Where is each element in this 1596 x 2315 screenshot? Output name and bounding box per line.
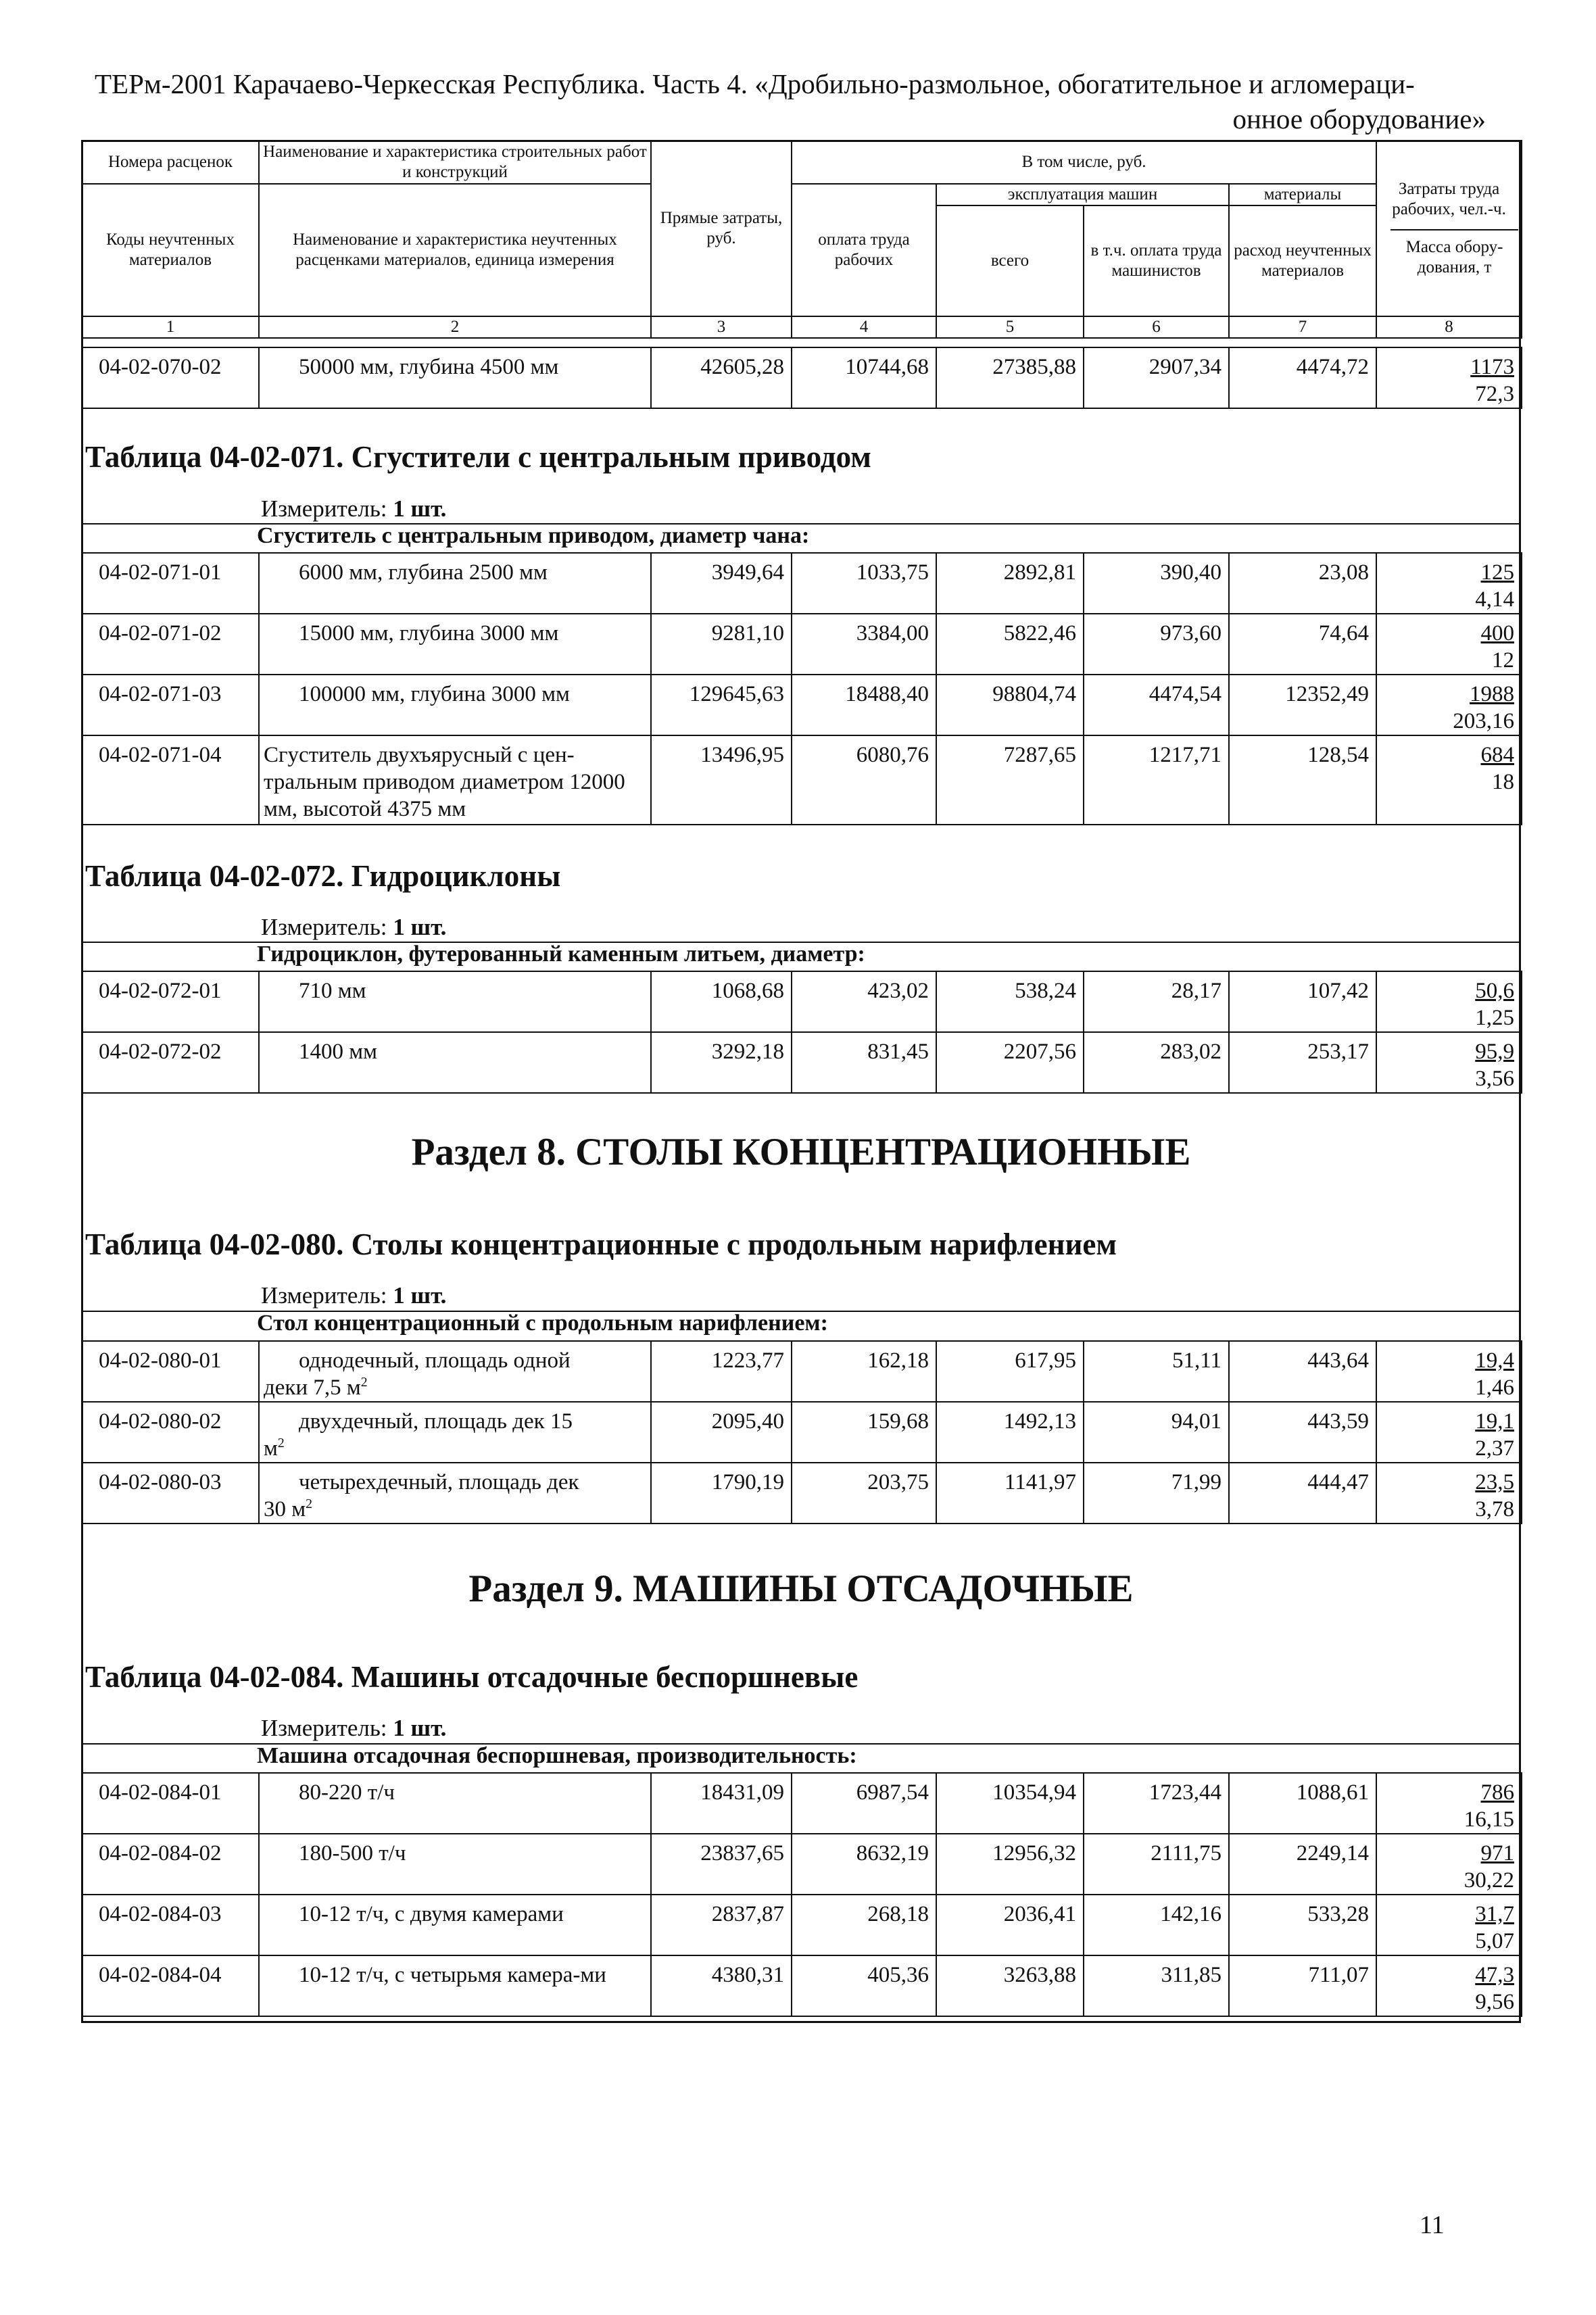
page-title-line-1: ТЕРм-2001 Карачаево-Черкесская Республика. Часть 4. «Дробильно-размольное, обогатительное и агломераци- [95, 68, 1415, 99]
measure-label: Измеритель: [261, 495, 387, 522]
measure-value: 1 шт. [393, 914, 447, 940]
rate-name-text: деки 7,5 м [264, 1375, 361, 1400]
measure-value: 1 шт. [393, 1282, 447, 1309]
labor-hours-mass [1376, 1402, 1522, 1463]
materials-cost: 1088,61 [1229, 1773, 1376, 1834]
equipment-mass: 203,16 [1453, 709, 1514, 733]
machinist-cost: 973,60 [1084, 614, 1229, 675]
machine-cost: 27385,88 [936, 347, 1084, 408]
direct-cost: 3292,18 [651, 1032, 792, 1093]
rate-name-line-1: четырехдечный, площадь дек [299, 1470, 579, 1494]
header-num-8: 8 [1376, 316, 1522, 338]
rate-code: 04-02-070-02 [82, 347, 259, 408]
direct-cost: 4380,31 [651, 1955, 792, 2016]
section-9-title: Раздел 9. МАШИНЫ ОТСАДОЧНЫЕ [468, 1567, 1134, 1610]
rate-name-line-2 [264, 1435, 646, 1462]
header-col4: оплата труда рабочих [792, 184, 936, 316]
rate-code: 04-02-071-04 [82, 735, 259, 825]
labor-hours: 23,5 [1475, 1470, 1514, 1494]
machinist-cost: 2907,34 [1084, 347, 1229, 408]
rate-code: 04-02-071-01 [82, 553, 259, 614]
machine-cost: 2207,56 [936, 1032, 1084, 1093]
labor-cost: 6987,54 [792, 1773, 936, 1834]
labor-hours-mass [1376, 553, 1522, 614]
labor-cost: 18488,40 [792, 675, 936, 735]
machinist-cost: 28,17 [1084, 971, 1229, 1032]
direct-cost: 13496,95 [651, 735, 792, 825]
rate-name: Сгуститель двухъярусный с цен-тральным приводом диаметром 12000 мм, высотой 4375 мм [259, 735, 651, 825]
rate-name: 10-12 т/ч, с четырьмя камера-ми [259, 1955, 651, 2016]
materials-cost: 533,28 [1229, 1895, 1376, 1955]
table-080 [81, 1340, 1522, 1524]
equipment-mass: 9,56 [1475, 1990, 1514, 2014]
labor-hours: 400 [1480, 621, 1514, 645]
rate-code: 04-02-071-03 [82, 675, 259, 735]
materials-cost: 253,17 [1229, 1032, 1376, 1093]
labor-hours-mass [1376, 1341, 1522, 1402]
table-row [82, 1402, 1522, 1463]
equipment-mass: 12 [1492, 648, 1514, 673]
table-071-measure [261, 495, 446, 522]
table-070 [81, 347, 1522, 409]
header-col8 [1376, 141, 1522, 316]
rate-code: 04-02-072-01 [82, 971, 259, 1032]
machinist-cost: 1723,44 [1084, 1773, 1229, 1834]
materials-cost: 443,59 [1229, 1402, 1376, 1463]
page-number: 11 [1420, 2211, 1445, 2239]
table-071 [81, 552, 1522, 825]
equipment-mass: 18 [1492, 770, 1514, 794]
rate-name: 15000 мм, глубина 3000 мм [259, 614, 651, 675]
labor-hours: 1173 [1470, 355, 1514, 379]
materials-cost: 128,54 [1229, 735, 1376, 825]
header-num-2: 2 [259, 316, 651, 338]
materials-cost: 107,42 [1229, 971, 1376, 1032]
equipment-mass: 1,46 [1475, 1375, 1514, 1400]
machinist-cost: 283,02 [1084, 1032, 1229, 1093]
table-row [82, 1032, 1522, 1093]
measure-value: 1 шт. [393, 1715, 447, 1741]
labor-hours-mass [1376, 614, 1522, 675]
direct-cost: 3949,64 [651, 553, 792, 614]
rate-name: 180-500 т/ч [259, 1834, 651, 1895]
labor-hours-mass [1376, 1463, 1522, 1524]
table-071-caption: Таблица 04-02-071. Сгустители с центральным приводом [85, 440, 871, 474]
rate-code: 04-02-084-01 [82, 1773, 259, 1834]
header-materials: материалы [1229, 184, 1376, 205]
rate-name [259, 1463, 651, 1524]
equipment-mass: 4,14 [1475, 587, 1514, 612]
header-col6: в т.ч. оплата труда машинистов [1084, 205, 1229, 316]
table-row [82, 553, 1522, 614]
page-title-line-2: онное оборудование» [1232, 103, 1486, 135]
machinist-cost: 94,01 [1084, 1402, 1229, 1463]
labor-hours: 19,4 [1475, 1348, 1514, 1373]
direct-cost: 18431,09 [651, 1773, 792, 1834]
materials-cost: 12352,49 [1229, 675, 1376, 735]
header-col8-top: Затраты труда рабочих, чел.-ч. [1392, 180, 1506, 218]
header-num-5: 5 [936, 316, 1084, 338]
labor-cost: 1033,75 [792, 553, 936, 614]
rate-name-line-2 [264, 1496, 646, 1523]
rate-name: 10-12 т/ч, с двумя камерами [259, 1895, 651, 1955]
equipment-mass: 16,15 [1464, 1807, 1514, 1832]
measure-label: Измеритель: [261, 1715, 387, 1741]
rate-name: 80-220 т/ч [259, 1773, 651, 1834]
rate-name: 50000 мм, глубина 4500 мм [259, 347, 651, 408]
table-row [82, 1463, 1522, 1524]
machine-cost: 7287,65 [936, 735, 1084, 825]
rate-code: 04-02-080-01 [82, 1341, 259, 1402]
table-080-group: Стол концентрационный с продольным нарифлением: [257, 1311, 828, 1336]
table-072-group: Гидроциклон, футерованный каменным литьем, диаметр: [257, 942, 865, 967]
table-084-measure [261, 1715, 446, 1742]
machine-cost: 2892,81 [936, 553, 1084, 614]
rate-name-text: м [264, 1436, 278, 1461]
labor-hours: 125 [1480, 560, 1514, 585]
labor-cost: 10744,68 [792, 347, 936, 408]
table-084 [81, 1772, 1522, 2017]
labor-hours: 47,3 [1475, 1963, 1514, 1987]
labor-hours-mass [1376, 1773, 1522, 1834]
direct-cost: 1790,19 [651, 1463, 792, 1524]
labor-cost: 6080,76 [792, 735, 936, 825]
rate-code: 04-02-071-02 [82, 614, 259, 675]
labor-hours: 786 [1480, 1780, 1514, 1805]
machine-cost: 2036,41 [936, 1895, 1084, 1955]
rate-name-line-1: двухдечный, площадь дек 15 [299, 1409, 573, 1434]
materials-cost: 23,08 [1229, 553, 1376, 614]
direct-cost: 2837,87 [651, 1895, 792, 1955]
direct-cost: 1068,68 [651, 971, 792, 1032]
machine-cost: 1492,13 [936, 1402, 1084, 1463]
labor-cost: 268,18 [792, 1895, 936, 1955]
table-row [82, 614, 1522, 675]
machine-cost: 10354,94 [936, 1773, 1084, 1834]
materials-cost: 4474,72 [1229, 347, 1376, 408]
header-num-1: 1 [82, 316, 259, 338]
table-row [82, 735, 1522, 825]
superscript: 2 [277, 1436, 285, 1451]
header-incl: В том числе, руб. [792, 141, 1376, 184]
direct-cost: 1223,77 [651, 1341, 792, 1402]
rate-name: 1400 мм [259, 1032, 651, 1093]
direct-cost: 9281,10 [651, 614, 792, 675]
rate-name: 710 мм [259, 971, 651, 1032]
labor-cost: 405,36 [792, 1955, 936, 2016]
labor-cost: 159,68 [792, 1402, 936, 1463]
measure-label: Измеритель: [261, 1282, 387, 1309]
machinist-cost: 71,99 [1084, 1463, 1229, 1524]
rate-code: 04-02-080-03 [82, 1463, 259, 1524]
labor-hours-mass [1376, 735, 1522, 825]
table-072 [81, 971, 1522, 1094]
header-num-7: 7 [1229, 316, 1376, 338]
direct-cost: 129645,63 [651, 675, 792, 735]
rate-name-line-1: однодечный, площадь одной [299, 1348, 571, 1373]
rate-name [259, 1402, 651, 1463]
rate-code: 04-02-084-04 [82, 1955, 259, 2016]
machinist-cost: 4474,54 [1084, 675, 1229, 735]
machinist-cost: 51,11 [1084, 1341, 1229, 1402]
superscript: 2 [360, 1375, 368, 1390]
table-072-caption: Таблица 04-02-072. Гидроциклоны [85, 859, 561, 893]
equipment-mass: 5,07 [1475, 1929, 1514, 1953]
materials-cost: 2249,14 [1229, 1834, 1376, 1895]
header-col1-bottom: Коды неучтенных материалов [82, 184, 259, 316]
labor-cost: 423,02 [792, 971, 936, 1032]
table-row [82, 675, 1522, 735]
rate-code: 04-02-072-02 [82, 1032, 259, 1093]
table-080-measure [261, 1282, 446, 1309]
labor-hours-mass [1376, 1895, 1522, 1955]
header-col1-top: Номера расценок [82, 141, 259, 184]
header-col5: всего [936, 205, 1084, 316]
rate-name: 100000 мм, глубина 3000 мм [259, 675, 651, 735]
superscript: 2 [306, 1496, 313, 1511]
labor-hours: 95,9 [1475, 1040, 1514, 1064]
header-col3: Прямые затраты, руб. [651, 141, 792, 316]
table-row [82, 1773, 1522, 1834]
table-row [82, 971, 1522, 1032]
materials-cost: 444,47 [1229, 1463, 1376, 1524]
rate-code: 04-02-084-02 [82, 1834, 259, 1895]
labor-hours-mass [1376, 1032, 1522, 1093]
labor-hours-mass [1376, 1955, 1522, 2016]
rate-name [259, 1341, 651, 1402]
labor-hours-mass [1376, 971, 1522, 1032]
labor-hours: 1988 [1470, 682, 1514, 706]
labor-hours: 684 [1480, 743, 1514, 767]
machine-cost: 3263,88 [936, 1955, 1084, 2016]
labor-hours-mass [1376, 347, 1522, 408]
machinist-cost: 390,40 [1084, 553, 1229, 614]
materials-cost: 711,07 [1229, 1955, 1376, 2016]
measure-value: 1 шт. [393, 495, 447, 522]
table-row [82, 347, 1522, 408]
labor-cost: 203,75 [792, 1463, 936, 1524]
direct-cost: 2095,40 [651, 1402, 792, 1463]
table-084-caption: Таблица 04-02-084. Машины отсадочные беспоршневые [85, 1660, 859, 1694]
equipment-mass: 2,37 [1475, 1436, 1514, 1461]
labor-cost: 8632,19 [792, 1834, 936, 1895]
measure-label: Измеритель: [261, 914, 387, 940]
machinist-cost: 1217,71 [1084, 735, 1229, 825]
table-071-group: Сгуститель с центральным приводом, диаметр чана: [257, 523, 810, 548]
equipment-mass: 30,22 [1464, 1868, 1514, 1893]
table-084-group: Машина отсадочная беспоршневая, производительность: [257, 1743, 857, 1768]
machine-cost: 617,95 [936, 1341, 1084, 1402]
header-col2-bottom: Наименование и характеристика неучтенных расценками материалов, единица измерения [259, 184, 651, 316]
header-machines: эксплуатация машин [936, 184, 1229, 205]
labor-hours: 19,1 [1475, 1409, 1514, 1434]
rate-name: 6000 мм, глубина 2500 мм [259, 553, 651, 614]
table-row [82, 1895, 1522, 1955]
labor-hours: 31,7 [1475, 1902, 1514, 1926]
equipment-mass: 3,78 [1475, 1497, 1514, 1521]
rate-code: 04-02-080-02 [82, 1402, 259, 1463]
page-title [95, 66, 1501, 137]
table-072-measure [261, 914, 446, 941]
machinist-cost: 2111,75 [1084, 1834, 1229, 1895]
labor-hours: 50,6 [1475, 979, 1514, 1003]
equipment-mass: 72,3 [1475, 382, 1514, 406]
header-col8-bottom: Масса обору-дования, т [1391, 229, 1518, 278]
labor-hours-mass [1376, 675, 1522, 735]
table-row [82, 1955, 1522, 2016]
equipment-mass: 3,56 [1475, 1067, 1514, 1091]
machine-cost: 98804,74 [936, 675, 1084, 735]
header-col7: расход неучтенных материалов [1229, 205, 1376, 316]
rate-name-line-2 [264, 1374, 646, 1401]
header-table [81, 140, 1522, 339]
labor-cost: 3384,00 [792, 614, 936, 675]
machinist-cost: 142,16 [1084, 1895, 1229, 1955]
machine-cost: 1141,97 [936, 1463, 1084, 1524]
rate-name-text: 30 м [264, 1497, 306, 1521]
table-row [82, 1341, 1522, 1402]
header-col2-top: Наименование и характеристика строительных работ и конструкций [259, 141, 651, 184]
labor-cost: 831,45 [792, 1032, 936, 1093]
machine-cost: 5822,46 [936, 614, 1084, 675]
labor-cost: 162,18 [792, 1341, 936, 1402]
rate-code: 04-02-084-03 [82, 1895, 259, 1955]
header-num-6: 6 [1084, 316, 1229, 338]
header-num-3: 3 [651, 316, 792, 338]
section-8-title: Раздел 8. СТОЛЫ КОНЦЕНТРАЦИОННЫЕ [411, 1131, 1191, 1173]
materials-cost: 74,64 [1229, 614, 1376, 675]
table-080-caption: Таблица 04-02-080. Столы концентрационные с продольным нарифлением [85, 1227, 1117, 1261]
machinist-cost: 311,85 [1084, 1955, 1229, 2016]
machine-cost: 538,24 [936, 971, 1084, 1032]
materials-cost: 443,64 [1229, 1341, 1376, 1402]
labor-hours: 971 [1480, 1841, 1514, 1866]
equipment-mass: 1,25 [1475, 1006, 1514, 1030]
labor-hours-mass [1376, 1834, 1522, 1895]
machine-cost: 12956,32 [936, 1834, 1084, 1895]
direct-cost: 42605,28 [651, 347, 792, 408]
direct-cost: 23837,65 [651, 1834, 792, 1895]
table-row [82, 1834, 1522, 1895]
header-num-4: 4 [792, 316, 936, 338]
